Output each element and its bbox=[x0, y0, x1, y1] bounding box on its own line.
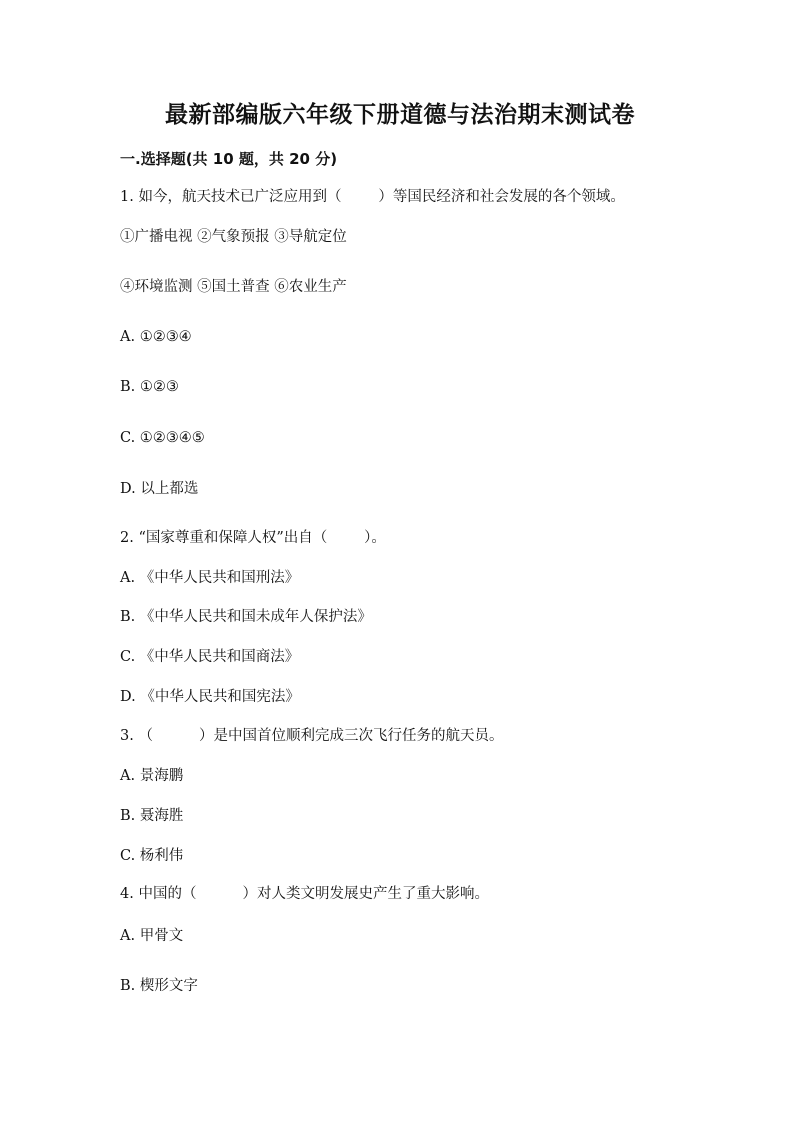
question-3-stem: 3. （ ）是中国首位顺利完成三次飞行任务的航天员。 bbox=[120, 728, 504, 744]
page-title: 最新部编版六年级下册道德与法治期末测试卷 bbox=[165, 102, 635, 128]
question-3-option-c: C. 杨利伟 bbox=[120, 848, 184, 864]
question-4-option-b: B. 楔形文字 bbox=[120, 978, 198, 994]
question-3-option-b: B. 聂海胜 bbox=[120, 808, 184, 824]
question-2-option-b: B. 《中华人民共和国未成年人保护法》 bbox=[120, 609, 372, 625]
question-1-option-a: A. ①②③④ bbox=[120, 329, 192, 345]
question-2-option-c: C. 《中华人民共和国商法》 bbox=[120, 649, 300, 665]
question-2-option-d: D. 《中华人民共和国宪法》 bbox=[120, 689, 300, 705]
question-1-item-list-2: ④环境监测 ⑤国土普查 ⑥农业生产 bbox=[120, 279, 347, 295]
question-1-option-b: B. ①②③ bbox=[120, 379, 179, 395]
question-1-stem: 1. 如今，航天技术已广泛应用到（ ）等国民经济和社会发展的各个领域。 bbox=[120, 189, 625, 205]
question-4-option-a: A. 甲骨文 bbox=[120, 928, 184, 944]
section-heading: 一.选择题(共 10 题，共 20 分) bbox=[120, 150, 338, 168]
question-4-stem: 4. 中国的（ ）对人类文明发展史产生了重大影响。 bbox=[120, 886, 490, 902]
question-1-item-list-1: ①广播电视 ②气象预报 ③导航定位 bbox=[120, 229, 347, 245]
question-3-option-a: A. 景海鹏 bbox=[120, 768, 184, 784]
question-1-option-d: D. 以上都选 bbox=[120, 481, 199, 497]
question-1-option-c: C. ①②③④⑤ bbox=[120, 430, 205, 446]
question-2-stem: 2. “国家尊重和保障人权”出自（ ）。 bbox=[120, 530, 386, 546]
question-2-option-a: A. 《中华人民共和国刑法》 bbox=[120, 570, 300, 586]
